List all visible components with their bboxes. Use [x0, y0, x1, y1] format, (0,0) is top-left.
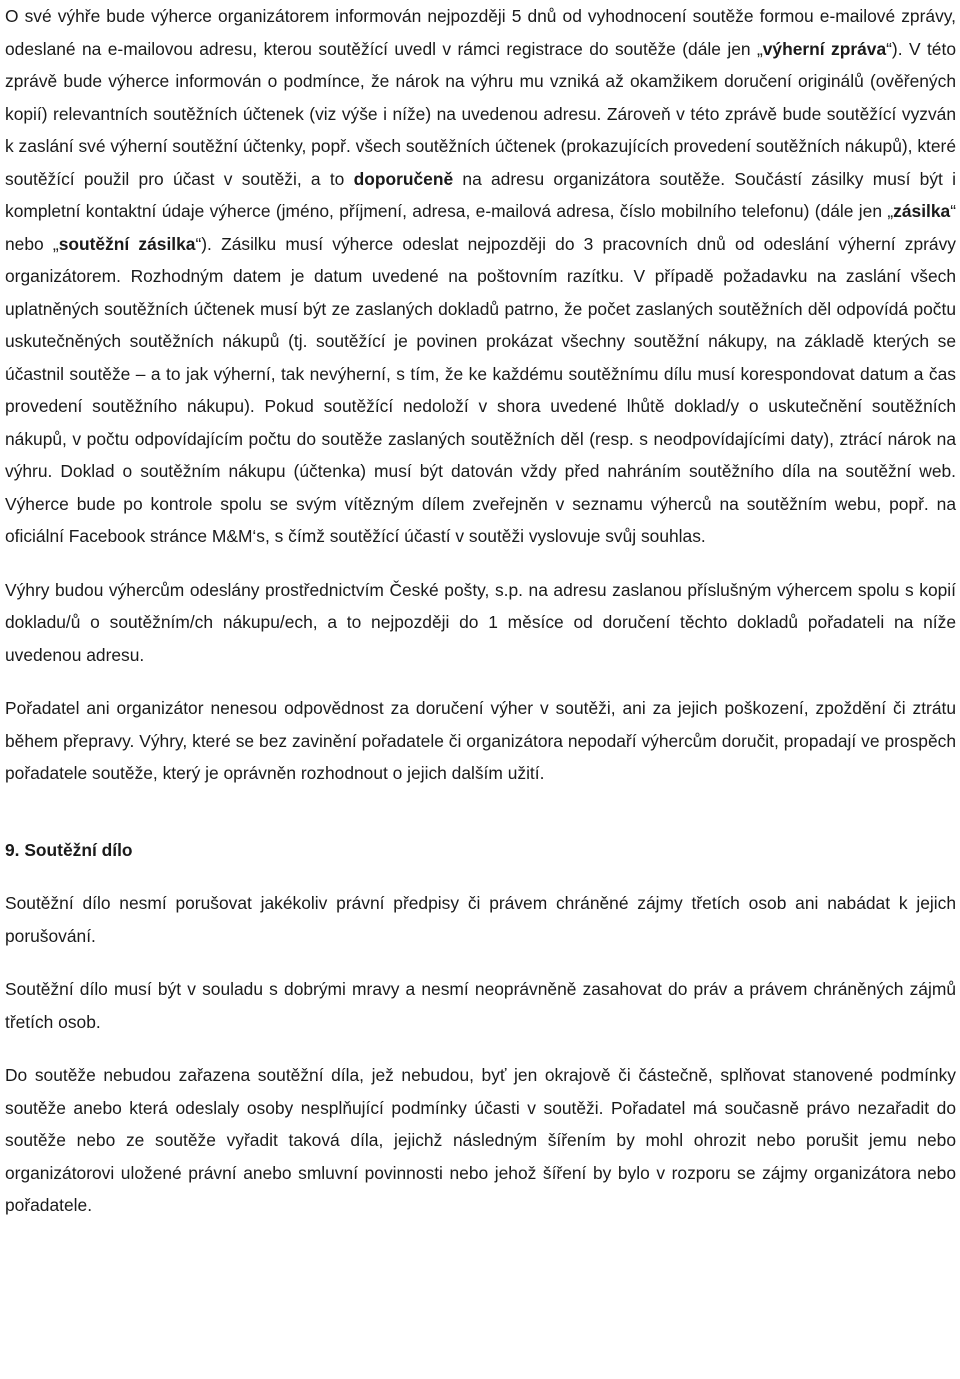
paragraph-liability: Pořadatel ani organizátor nenesou odpovědnost za doručení výher v soutěži, ani za jejich poškození, zpoždění či ztrátu během přepravy. Výhry, které se bez zavinění pořadatele či organizátora nepodaří výhercům doručit, propadají ve prospěch pořadatele soutěže, který je oprávněn rozhodnout o jejich dalším užití.: [5, 698, 956, 783]
text-run: “). Zásilku musí výherce odeslat nejpozději do 3 pracovních dnů od odeslání výherní zprávy organizátorem. Rozhodným datem je datum uvedené na poštovním razítku. V případě požadavku na zaslání všech uplatněných soutěžních účtenek musí být ze zaslaných dokladů patrno, že počet zaslaných soutěžních děl odpovídá počtu uskutečněných soutěžních nákupů (tj. soutěžící je povinen prokázat všechny soutěžní nákupy, na základě kterých se účastnil soutěže – a to jak výherní, tak nevýherní, s tím, že ke každému soutěžnímu dílu musí korespondovat datum a čas provedení soutěžního nákupu). Pokud soutěžící nedoloží v shora uvedené lhůtě doklad/y o uskutečnění soutěžních nákupů, v počtu odpovídajícím počtu do soutěže zaslaných soutěžních děl (resp. s neodpovídajícími daty), ztrácí nárok na výhru. Doklad o soutěžním nákupu (účtenka) musí být datován vždy před nahráním soutěžního díla na soutěžní web. Výherce bude po kontrole spolu se svým vítězným dílem zveřejněn v seznamu výherců na soutěžním webu, popř. na oficiální Facebook stránce M&M‘s, s čímž soutěžící účastí v soutěži vyslovuje svůj souhlas.: [5, 233, 956, 546]
paragraph-prize-delivery: Výhry budou výhercům odeslány prostřednictvím České pošty, s.p. na adresu zaslanou příslušným výhercem spolu s kopií dokladu/ů o soutěžním/ch nákupu/ech, a to nejpozději do 1 měsíce od doručení těchto dokladů pořadateli na níže uvedenou adresu.: [5, 579, 956, 665]
section-heading: 9. Soutěžní dílo: [5, 839, 133, 860]
paragraph-good-morals: Soutěžní dílo musí být v souladu s dobrými mravy a nesmí neoprávněně zasahovat do práv a právem chráněných zájmů třetích osob.: [5, 979, 956, 1032]
text-run: O své výhře bude výherce organizátorem informován nejpozději 5 dnů od vyhodnocení soutěže formou e-mailové zprávy, odeslané na e-mailovou adresu, kterou soutěžící uvedl v rámci registrace do soutěže (dále jen „: [5, 6, 956, 59]
text-run: “). V této zprávě bude výherce informován o podmínce, že nárok na výhru mu vzniká až okamžikem doručení originálů (ověřených kopií) relevantních soutěžních účtenek (viz výše i níže) na uvedenou adresu. Zároveň v této zprávě bude soutěžící vyzván k zaslání své výherní soutěžní účtenky, popř. všech soutěžních účtenek (prokazujících provedení soutěžních nákupů), které soutěžící použil pro účast v soutěži, a to: [5, 38, 956, 189]
paragraph-exclusion: Do soutěže nebudou zařazena soutěžní díla, jež nebudou, byť jen okrajově či částečně, splňovat stanovené podmínky soutěže anebo která odeslaly osoby nesplňující podmínky účasti v soutěži. Pořadatel má současně právo nezařadit do soutěže nebo ze soutěže vyřadit taková díla, jejichž následným šířením by mohl ohrozit nebo porušit jemu nebo organizátorovi uložené právní anebo smluvní povinnosti nebo jehož šíření by bylo v rozporu se zájmy organizátora nebo pořadatele.: [5, 1065, 956, 1215]
paragraph-winner-notification: [5, 0, 956, 553]
text-run: “ nebo „: [5, 201, 956, 254]
paragraph-legal-compliance: Soutěžní dílo nesmí porušovat jakékoliv právní předpisy či právem chráněné zájmy třetích osob ani nabádat k jejich porušování.: [5, 893, 956, 946]
term-soutezni-zasilka: soutěžní zásilka: [58, 233, 196, 254]
text-run: na adresu organizátora soutěže. Součástí zásilky musí být i kompletní kontaktní údaje výherce (jméno, příjmení, adresa, e-mailová adresa, číslo mobilního telefonu) (dále jen „: [5, 168, 956, 221]
term-zasilka: zásilka: [893, 201, 951, 221]
term-doporucene: doporučeně: [353, 168, 454, 189]
term-vyherni-zprava: výherní zpráva: [762, 38, 887, 59]
